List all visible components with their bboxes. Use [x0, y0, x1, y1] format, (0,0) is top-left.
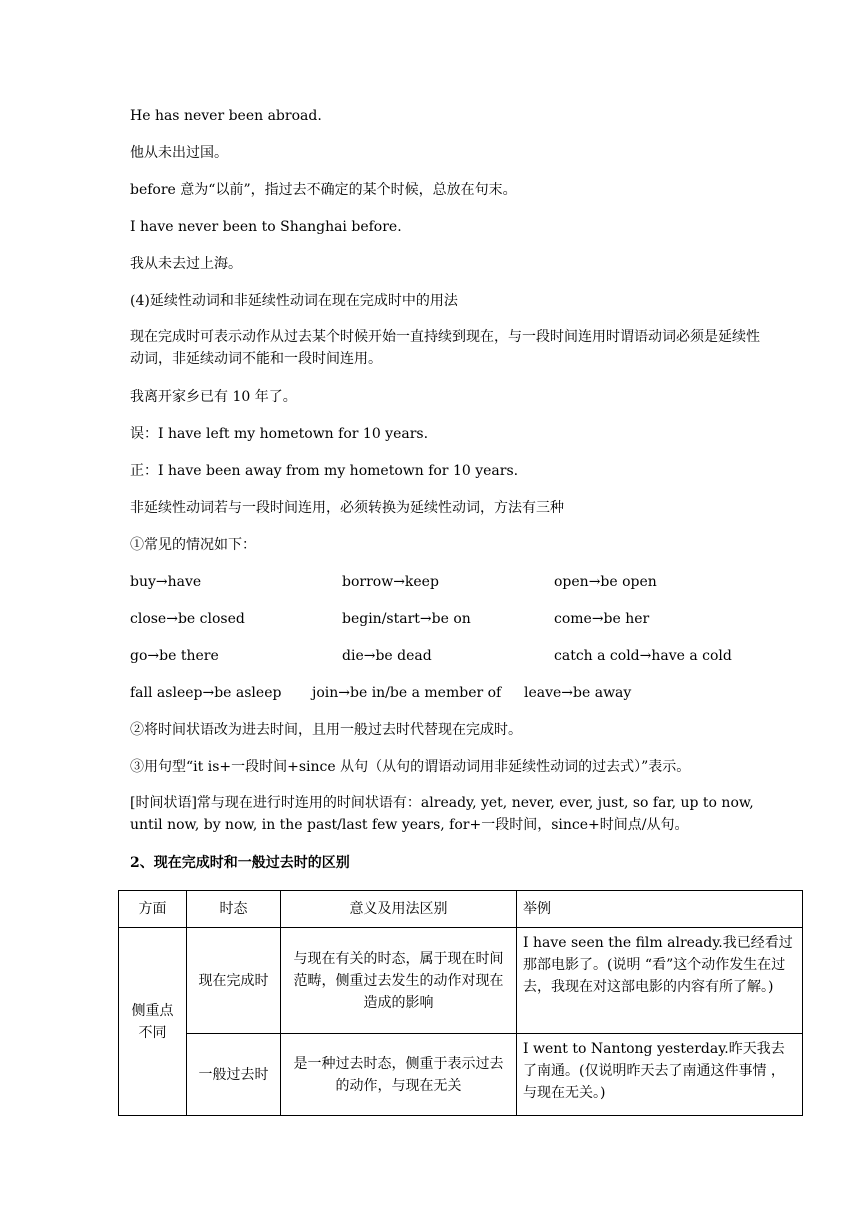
text-line: 非延续性动词若与一段时间连用，必须转换为延续性动词，方法有三种: [130, 500, 564, 516]
paragraph: 现在完成时可表示动作从过去某个时候开始一直持续到现在，与一段时间连用时谓语动词必须是延续性动词，非延续动词不能和一段时间连用。: [130, 329, 760, 367]
verb-pair: close→be closed: [130, 611, 245, 627]
verb-pair: buy→have: [130, 574, 202, 590]
table-row: [119, 928, 803, 1034]
text-line: 误：I have left my hometown for 10 years.: [130, 426, 429, 442]
header-cell: 时态: [187, 891, 281, 928]
table-header-row: [119, 891, 803, 928]
text-line: ②将时间状语改为进去时间，且用一般过去时代替现在完成时。: [130, 722, 522, 738]
text-line: 正：I have been away from my hometown for 10 years.: [130, 463, 519, 479]
meaning-cell: 与现在有关的时态，属于现在时间范畴，侧重过去发生的动作对现在造成的影响: [281, 928, 517, 1034]
verb-pair: leave→be away: [524, 685, 632, 701]
comparison-table: [118, 890, 803, 1116]
text-line: ③用句型“it is+一段时间+since 从句（从句的谓语动词用非延续性动词的过去式）”表示。: [130, 759, 691, 775]
text-line: 我从未去过上海。: [130, 256, 242, 272]
header-cell: 举例: [517, 891, 803, 928]
header-cell: 意义及用法区别: [281, 891, 517, 928]
text-line: ①常见的情况如下：: [130, 537, 256, 553]
header-cell: 方面: [119, 891, 187, 928]
text-line: He has never been abroad.: [130, 108, 322, 124]
verb-pair: borrow→keep: [342, 574, 439, 590]
text-line: 他从未出过国。: [130, 145, 228, 161]
verb-pair: fall asleep→be asleep: [130, 685, 282, 701]
meaning-cell: 是一种过去时态，侧重于表示过去的动作，与现在无关: [281, 1034, 517, 1116]
verb-pair: join→be in/be a member of: [312, 685, 502, 701]
text-line: before 意为“以前”，指过去不确定的某个时候，总放在句末。: [130, 182, 517, 198]
verb-pair: begin/start→be on: [342, 611, 471, 627]
table-row: [119, 1034, 803, 1116]
tense-cell: 现在完成时: [187, 928, 281, 1034]
verb-pair: go→be there: [130, 648, 219, 664]
section-heading: 2、现在完成时和一般过去时的区别: [130, 855, 350, 871]
group-label-cell: 侧重点不同: [119, 928, 187, 1116]
example-cell: I have seen the film already.我已经看过那部电影了。(说明 “看”这个动作发生在过去，我现在对这部电影的内容有所了解。): [517, 928, 803, 1034]
text-line: I have never been to Shanghai before.: [130, 219, 402, 235]
text-line: 我离开家乡已有 10 年了。: [130, 389, 297, 405]
example-cell: I went to Nantong yesterday.昨天我去了南通。(仅说明昨天去了南通这件事情 ，与现在无关。): [517, 1034, 803, 1116]
paragraph: [时间状语]常与现在进行时连用的时间状语有：already, yet, never, ever, just, so far, up to now, until now, by now, in the past/last few years, for+一段时间，since+时间点/从句。: [130, 795, 754, 833]
tense-cell: 一般过去时: [187, 1034, 281, 1116]
subheading: (4)延续性动词和非延续性动词在现在完成时中的用法: [130, 293, 458, 309]
verb-pair: catch a cold→have a cold: [554, 648, 732, 664]
verb-pair: open→be open: [554, 574, 657, 590]
verb-pair: come→be her: [554, 611, 650, 627]
verb-pair: die→be dead: [342, 648, 432, 664]
